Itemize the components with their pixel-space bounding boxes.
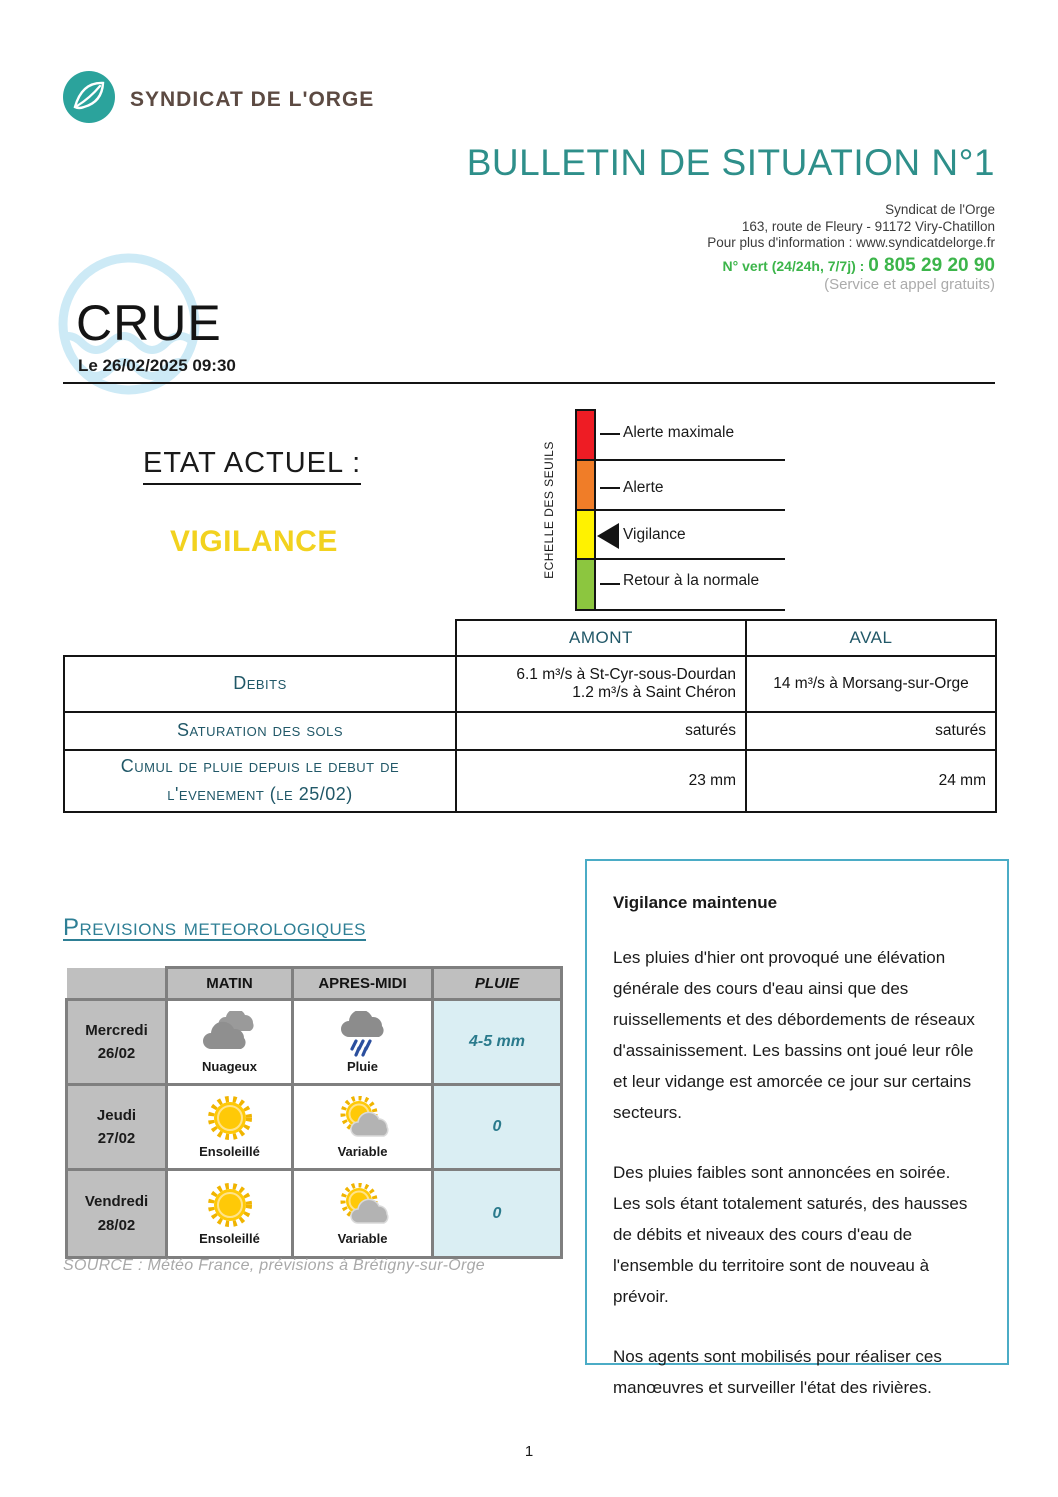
- address-line: 163, route de Fleury - 91172 Viry-Chatillon: [741, 218, 995, 234]
- green-number-line: [723, 255, 995, 277]
- weather-label: Nuageux: [202, 1059, 257, 1074]
- scale-segment-retour: [577, 560, 594, 609]
- page-number: 1: [524, 1443, 534, 1460]
- phone-label: N° vert (24/24h, 7/7j) :: [722, 258, 869, 274]
- forecast-heading: Previsions meteorologiques: [63, 914, 367, 941]
- current-state-value: VIGILANCE: [170, 525, 338, 558]
- col-header-apres-midi: APRES-MIDI: [293, 968, 433, 1000]
- day-cell: Vendredi 28/02: [67, 1170, 167, 1258]
- scale-tick: [600, 583, 620, 585]
- weather-cell-matin: [167, 1085, 293, 1170]
- scale-axis-label: ECHELLE DES SEUILS: [542, 441, 556, 579]
- row-label-saturation: Saturation des sols: [64, 712, 456, 750]
- rain-amount-cell: 0: [433, 1170, 562, 1258]
- weather-label: Variable: [337, 1230, 388, 1246]
- empty-corner-cell: [64, 620, 456, 656]
- sun-icon: [168, 1096, 291, 1142]
- current-level-marker-icon: [597, 523, 619, 549]
- col-header-aval: AVAL: [746, 620, 996, 656]
- scale-divider: [575, 509, 785, 511]
- weather-label: Pluie: [346, 1059, 379, 1074]
- day-cell: Jeudi 27/02: [67, 1085, 167, 1170]
- note-paragraph: Nos agents sont mobilisés pour réaliser ces manœuvres et surveiller l'état des rivières.: [613, 1347, 942, 1397]
- event-date: Le 26/02/2025 09:30: [78, 356, 236, 375]
- scale-label-alerte-maximale: Alerte maximale: [623, 424, 735, 441]
- leaf-circle-icon: [62, 70, 116, 129]
- debits-amont-line2: 1.2 m³/s à Saint Chéron: [572, 684, 736, 701]
- clouds-icon: [168, 1011, 291, 1057]
- scale-segment-vigilance: [577, 511, 594, 560]
- forecast-table: [65, 966, 563, 1259]
- scale-label-retour: Retour à la normale: [623, 572, 760, 589]
- sun-cloud-icon: [294, 1183, 431, 1229]
- sun-icon: [168, 1183, 291, 1229]
- sun-cloud-icon: [294, 1096, 431, 1142]
- day-cell: Mercredi 26/02: [67, 1000, 167, 1085]
- debits-amont-cell: [456, 656, 746, 712]
- scale-label-vigilance: Vigilance: [623, 526, 686, 543]
- scale-divider: [575, 609, 785, 611]
- rain-amount-cell: 0: [433, 1085, 562, 1170]
- scale-divider: [575, 459, 785, 461]
- col-header-amont: AMONT: [456, 620, 746, 656]
- debits-aval-cell: 14 m³/s à Morsang-sur-Orge: [746, 656, 996, 712]
- address-line: Syndicat de l'Orge: [885, 202, 995, 217]
- phone-number: 0 805 29 20 90: [868, 255, 995, 276]
- horizontal-rule: [63, 382, 995, 384]
- debits-amont-line1: 6.1 m³/s à St-Cyr-sous-Dourdan: [516, 666, 736, 683]
- row-label-cumul-pluie: Cumul de pluie depuis le debut de l'evenement (le 25/02): [64, 750, 456, 812]
- forecast-source: SOURCE : Météo France, prévisions à Brétigny-sur-Orge: [63, 1257, 485, 1274]
- scale-label-alerte: Alerte: [623, 479, 664, 496]
- scale-tick: [600, 433, 620, 435]
- rain-amount-cell: 4-5 mm: [433, 1000, 562, 1085]
- weather-label: Ensoleillé: [199, 1230, 260, 1246]
- saturation-amont-cell: saturés: [456, 712, 746, 750]
- empty-corner-cell: [67, 968, 167, 1000]
- org-name: SYNDICAT DE L'ORGE: [130, 87, 375, 111]
- weather-cell-apres-midi: [293, 1000, 433, 1085]
- weather-cell-apres-midi: [293, 1170, 433, 1258]
- cumul-aval-cell: 24 mm: [746, 750, 996, 812]
- org-address-block: [707, 202, 995, 252]
- phone-note: (Service et appel gratuits): [824, 276, 995, 293]
- current-state-heading: ETAT ACTUEL :: [143, 447, 361, 485]
- situation-note-box: [585, 859, 1009, 1397]
- weather-label: Ensoleillé: [199, 1144, 260, 1159]
- cumul-amont-cell: 23 mm: [456, 750, 746, 812]
- scale-divider: [575, 558, 785, 560]
- rain-cloud-icon: [294, 1011, 431, 1057]
- weather-label: Variable: [337, 1144, 388, 1159]
- situation-table: [63, 619, 997, 813]
- address-line: Pour plus d'information : www.syndicatdelorge.fr: [707, 235, 995, 250]
- weather-cell-matin: [167, 1170, 293, 1258]
- note-paragraph: Des pluies faibles sont annoncées en soirée. Les sols étant totalement saturés, des hausses de débits et niveaux des cours d'eau de l'ensemble du territoire sont de nouveau à prévoir.: [613, 1163, 968, 1306]
- scale-segment-alerte: [577, 461, 594, 511]
- col-header-matin: MATIN: [167, 968, 293, 1000]
- org-logo: [62, 70, 374, 129]
- scale-segment-alerte-maximale: [577, 411, 594, 461]
- event-title: CRUE: [76, 295, 222, 351]
- col-header-pluie: PLUIE: [433, 968, 562, 1000]
- weather-cell-matin: [167, 1000, 293, 1085]
- note-title: Vigilance maintenue: [613, 893, 778, 912]
- saturation-aval-cell: saturés: [746, 712, 996, 750]
- scale-tick: [600, 487, 620, 489]
- note-paragraph: Les pluies d'hier ont provoqué une élévation générale des cours d'eau ainsi que des ruissellements et des débordements de réseaux d'assainissement. Les bassins ont joué leur rôle et leur vidange est amorcée ce jour sur certains secteurs.: [613, 948, 975, 1122]
- weather-cell-apres-midi: [293, 1085, 433, 1170]
- row-label-debits: Debits: [64, 656, 456, 712]
- document-title: BULLETIN DE SITUATION N°1: [466, 142, 995, 183]
